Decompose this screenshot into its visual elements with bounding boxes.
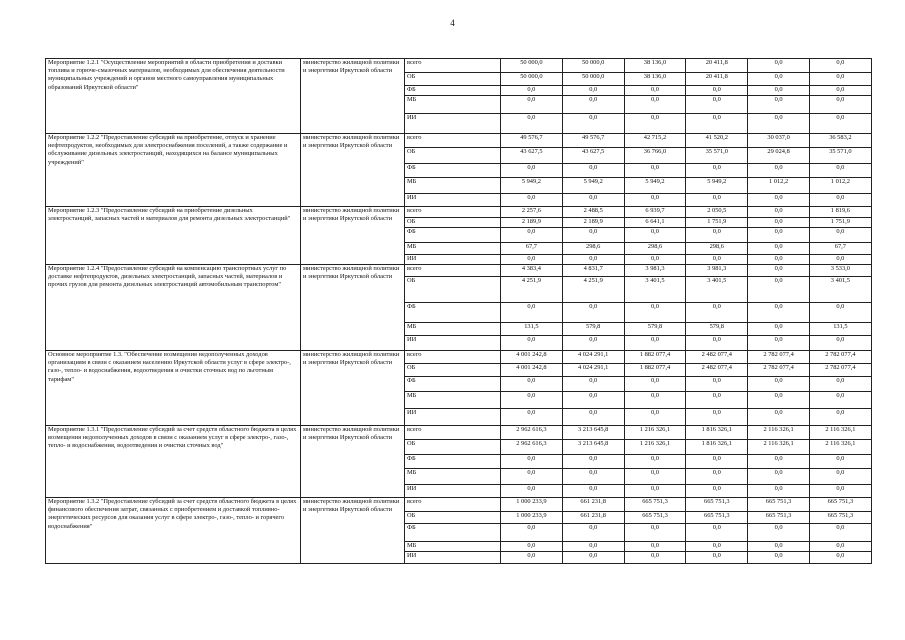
funding-source-cell: ИИ — [405, 409, 501, 426]
value-cell: 0,0 — [748, 552, 810, 564]
funding-source-cell: ИИ — [405, 336, 501, 351]
value-cell: 43 627,5 — [501, 148, 563, 164]
value-cell: 0,0 — [748, 469, 810, 485]
value-cell: 0,0 — [748, 524, 810, 542]
value-cell: 0,0 — [748, 59, 810, 73]
value-cell: 0,0 — [501, 409, 563, 426]
value-cell: 0,0 — [501, 86, 563, 96]
table-row — [46, 59, 872, 73]
value-cell: 131,5 — [501, 323, 563, 336]
value-cell: 0,0 — [624, 377, 686, 392]
value-cell: 0,0 — [686, 524, 748, 542]
funding-source-cell: ФБ — [405, 86, 501, 96]
value-cell: 0,0 — [501, 336, 563, 351]
value-cell: 0,0 — [686, 377, 748, 392]
value-cell: 0,0 — [562, 86, 624, 96]
funding-source-cell: МБ — [405, 96, 501, 114]
value-cell: 0,0 — [686, 455, 748, 469]
value-cell: 0,0 — [748, 255, 810, 265]
event-name-cell: Мероприятие 1.3.2 "Предоставление субсидий за счет средств областного бюджета в целях финансового обеспечения затрат, связанных с приобретением и доставкой топливно-энергетических ресурсов для оказания услуг в сфере электро-, газо-, тепло- и горячего водоснабжения" — [46, 498, 301, 564]
value-cell: 0,0 — [501, 303, 563, 323]
value-cell: 0,0 — [809, 552, 871, 564]
funding-source-cell: МБ — [405, 178, 501, 194]
executor-cell: министерство жилищной политики и энергетики Иркутской области — [301, 207, 405, 265]
funding-source-cell: ФБ — [405, 228, 501, 243]
page-number: 4 — [450, 18, 455, 28]
executor-cell: министерство жилищной политики и энергетики Иркутской области — [301, 265, 405, 351]
value-cell: 0,0 — [748, 164, 810, 178]
funding-source-cell: ФБ — [405, 455, 501, 469]
funding-source-cell: ОБ — [405, 512, 501, 524]
executor-cell: министерство жилищной политики и энергетики Иркутской области — [301, 59, 405, 134]
value-cell: 0,0 — [809, 114, 871, 134]
value-cell: 20 411,8 — [686, 59, 748, 73]
value-cell: 0,0 — [809, 542, 871, 552]
value-cell: 665 751,3 — [624, 498, 686, 512]
value-cell: 1 882 077,4 — [624, 364, 686, 377]
value-cell: 0,0 — [809, 485, 871, 498]
value-cell: 0,0 — [501, 96, 563, 114]
value-cell: 0,0 — [809, 96, 871, 114]
value-cell: 0,0 — [686, 96, 748, 114]
value-cell: 0,0 — [624, 86, 686, 96]
value-cell: 36 583,2 — [809, 134, 871, 148]
funding-source-cell: всего — [405, 265, 501, 277]
value-cell: 0,0 — [748, 542, 810, 552]
value-cell: 298,6 — [624, 243, 686, 255]
value-cell: 50 000,0 — [562, 73, 624, 86]
value-cell: 0,0 — [562, 377, 624, 392]
value-cell: 0,0 — [562, 485, 624, 498]
value-cell: 0,0 — [748, 265, 810, 277]
funding-source-cell: ФБ — [405, 303, 501, 323]
value-cell: 0,0 — [624, 303, 686, 323]
value-cell: 0,0 — [624, 524, 686, 542]
value-cell: 0,0 — [809, 164, 871, 178]
value-cell: 0,0 — [748, 409, 810, 426]
value-cell: 1 000 233,9 — [501, 498, 563, 512]
value-cell: 1 000 233,9 — [501, 512, 563, 524]
funding-source-cell: МБ — [405, 542, 501, 552]
value-cell: 2 482 077,4 — [686, 351, 748, 364]
value-cell: 35 571,0 — [809, 148, 871, 164]
value-cell: 0,0 — [501, 164, 563, 178]
value-cell: 0,0 — [624, 336, 686, 351]
value-cell: 0,0 — [501, 114, 563, 134]
value-cell: 1 751,9 — [809, 218, 871, 228]
funding-source-cell: ИИ — [405, 552, 501, 564]
value-cell: 4 024 291,1 — [562, 351, 624, 364]
value-cell: 0,0 — [562, 542, 624, 552]
value-cell: 0,0 — [501, 194, 563, 207]
value-cell: 665 751,3 — [748, 512, 810, 524]
value-cell: 2 116 326,1 — [748, 426, 810, 440]
value-cell: 3 401,5 — [686, 277, 748, 303]
table-row — [46, 426, 872, 440]
value-cell: 2 257,6 — [501, 207, 563, 218]
value-cell: 0,0 — [624, 96, 686, 114]
value-cell: 0,0 — [748, 336, 810, 351]
value-cell: 50 000,0 — [562, 59, 624, 73]
value-cell: 0,0 — [562, 469, 624, 485]
value-cell: 0,0 — [686, 469, 748, 485]
value-cell: 0,0 — [501, 255, 563, 265]
value-cell: 4 001 242,8 — [501, 364, 563, 377]
value-cell: 30 037,0 — [748, 134, 810, 148]
value-cell: 0,0 — [748, 86, 810, 96]
value-cell: 0,0 — [562, 228, 624, 243]
value-cell: 0,0 — [624, 228, 686, 243]
value-cell: 1 819,6 — [809, 207, 871, 218]
value-cell: 0,0 — [686, 552, 748, 564]
value-cell: 665 751,3 — [624, 512, 686, 524]
funding-source-cell: ФБ — [405, 164, 501, 178]
value-cell: 0,0 — [501, 469, 563, 485]
value-cell: 0,0 — [562, 255, 624, 265]
value-cell: 0,0 — [501, 392, 563, 409]
value-cell: 42 715,2 — [624, 134, 686, 148]
value-cell: 0,0 — [809, 303, 871, 323]
table-row — [46, 207, 872, 218]
table-row — [46, 351, 872, 364]
value-cell: 0,0 — [748, 73, 810, 86]
value-cell: 0,0 — [748, 228, 810, 243]
value-cell: 50 000,0 — [501, 59, 563, 73]
executor-cell: министерство жилищной политики и энергетики Иркутской области — [301, 351, 405, 426]
value-cell: 0,0 — [501, 228, 563, 243]
value-cell: 0,0 — [501, 542, 563, 552]
value-cell: 0,0 — [686, 255, 748, 265]
value-cell: 0,0 — [809, 194, 871, 207]
value-cell: 5 949,2 — [562, 178, 624, 194]
value-cell: 50 000,0 — [501, 73, 563, 86]
value-cell: 0,0 — [809, 455, 871, 469]
value-cell: 0,0 — [748, 377, 810, 392]
value-cell: 6 641,1 — [624, 218, 686, 228]
value-cell: 0,0 — [809, 336, 871, 351]
value-cell: 1 882 077,4 — [624, 351, 686, 364]
value-cell: 0,0 — [624, 392, 686, 409]
value-cell: 41 520,2 — [686, 134, 748, 148]
value-cell: 0,0 — [562, 164, 624, 178]
value-cell: 4 251,9 — [562, 277, 624, 303]
value-cell: 0,0 — [624, 114, 686, 134]
value-cell: 1 216 326,1 — [624, 426, 686, 440]
value-cell: 0,0 — [624, 552, 686, 564]
value-cell: 0,0 — [686, 336, 748, 351]
funding-source-cell: ИИ — [405, 114, 501, 134]
value-cell: 0,0 — [501, 552, 563, 564]
value-cell: 0,0 — [748, 207, 810, 218]
value-cell: 0,0 — [501, 455, 563, 469]
value-cell: 3 213 645,8 — [562, 426, 624, 440]
value-cell: 0,0 — [809, 228, 871, 243]
value-cell: 67,7 — [809, 243, 871, 255]
value-cell: 5 949,2 — [624, 178, 686, 194]
value-cell: 0,0 — [748, 96, 810, 114]
value-cell: 38 136,0 — [624, 59, 686, 73]
value-cell: 49 576,7 — [562, 134, 624, 148]
value-cell: 579,8 — [562, 323, 624, 336]
value-cell: 0,0 — [624, 542, 686, 552]
value-cell: 298,6 — [686, 243, 748, 255]
value-cell: 0,0 — [809, 86, 871, 96]
value-cell: 661 231,8 — [562, 498, 624, 512]
funding-source-cell: МБ — [405, 323, 501, 336]
value-cell: 2 189,9 — [562, 218, 624, 228]
value-cell: 0,0 — [624, 164, 686, 178]
funding-source-cell: ИИ — [405, 255, 501, 265]
value-cell: 0,0 — [501, 485, 563, 498]
value-cell: 49 576,7 — [501, 134, 563, 148]
funding-source-cell: ФБ — [405, 524, 501, 542]
value-cell: 0,0 — [748, 485, 810, 498]
executor-cell: министерство жилищной политики и энергетики Иркутской области — [301, 498, 405, 564]
value-cell: 2 962 616,3 — [501, 426, 563, 440]
value-cell: 0,0 — [809, 377, 871, 392]
value-cell: 0,0 — [562, 552, 624, 564]
funding-source-cell: ИИ — [405, 194, 501, 207]
value-cell: 0,0 — [624, 255, 686, 265]
value-cell: 2 782 077,4 — [748, 351, 810, 364]
value-cell: 0,0 — [748, 218, 810, 228]
value-cell: 0,0 — [686, 542, 748, 552]
value-cell: 2 050,5 — [686, 207, 748, 218]
value-cell: 665 751,3 — [809, 498, 871, 512]
event-name-cell: Мероприятие 1.2.4 "Предоставление субсидий на компенсацию транспортных услуг по доставке нефтепродуктов, дизельных электростанций, запасных частей, материалов и прочих грузов для ремонта дизельных электростанций автомобильным транспортом" — [46, 265, 301, 351]
value-cell: 0,0 — [686, 114, 748, 134]
value-cell: 665 751,3 — [686, 498, 748, 512]
value-cell: 1 816 326,1 — [686, 440, 748, 455]
value-cell: 4 831,7 — [562, 265, 624, 277]
funding-source-cell: всего — [405, 207, 501, 218]
value-cell: 2 189,9 — [501, 218, 563, 228]
value-cell: 4 001 242,8 — [501, 351, 563, 364]
value-cell: 0,0 — [748, 323, 810, 336]
value-cell: 665 751,3 — [686, 512, 748, 524]
value-cell: 43 627,5 — [562, 148, 624, 164]
value-cell: 0,0 — [686, 409, 748, 426]
value-cell: 0,0 — [809, 255, 871, 265]
value-cell: 0,0 — [501, 377, 563, 392]
event-name-cell: Основное мероприятие 1.3. "Обеспечение возмещения недополученных доходов организациям в связи с оказанием населению Иркутской области услуг в сфере электро-, газо-, тепло- и водоснабжения, водоотведения и очистки сточных вод по льготным тарифам" — [46, 351, 301, 426]
executor-cell: министерство жилищной политики и энергетики Иркутской области — [301, 134, 405, 207]
value-cell: 29 024,8 — [748, 148, 810, 164]
value-cell: 2 962 616,3 — [501, 440, 563, 455]
value-cell: 665 751,3 — [748, 498, 810, 512]
value-cell: 4 024 291,1 — [562, 364, 624, 377]
funding-source-cell: ОБ — [405, 148, 501, 164]
value-cell: 0,0 — [686, 485, 748, 498]
funding-source-cell: ОБ — [405, 73, 501, 86]
value-cell: 0,0 — [748, 194, 810, 207]
value-cell: 0,0 — [562, 409, 624, 426]
value-cell: 0,0 — [686, 86, 748, 96]
value-cell: 0,0 — [624, 455, 686, 469]
value-cell: 0,0 — [686, 303, 748, 323]
funding-source-cell: ОБ — [405, 277, 501, 303]
value-cell: 0,0 — [562, 303, 624, 323]
value-cell: 0,0 — [809, 73, 871, 86]
value-cell: 1 012,2 — [748, 178, 810, 194]
value-cell: 3 401,5 — [809, 277, 871, 303]
value-cell: 0,0 — [562, 336, 624, 351]
value-cell: 3 401,5 — [624, 277, 686, 303]
value-cell: 1 816 326,1 — [686, 426, 748, 440]
value-cell: 665 751,3 — [809, 512, 871, 524]
value-cell: 4 251,9 — [501, 277, 563, 303]
funding-source-cell: всего — [405, 498, 501, 512]
funding-source-cell: всего — [405, 351, 501, 364]
value-cell: 2 488,5 — [562, 207, 624, 218]
value-cell: 0,0 — [624, 409, 686, 426]
value-cell: 0,0 — [809, 469, 871, 485]
value-cell: 661 231,8 — [562, 512, 624, 524]
value-cell: 1 012,2 — [809, 178, 871, 194]
executor-cell: министерство жилищной политики и энергетики Иркутской области — [301, 426, 405, 498]
funding-source-cell: ИИ — [405, 485, 501, 498]
funding-source-cell: МБ — [405, 243, 501, 255]
value-cell: 0,0 — [748, 455, 810, 469]
value-cell: 6 939,7 — [624, 207, 686, 218]
value-cell: 131,5 — [809, 323, 871, 336]
value-cell: 3 981,3 — [686, 265, 748, 277]
value-cell: 0,0 — [562, 96, 624, 114]
value-cell: 4 383,4 — [501, 265, 563, 277]
value-cell: 0,0 — [562, 455, 624, 469]
value-cell: 36 766,0 — [624, 148, 686, 164]
value-cell: 0,0 — [748, 392, 810, 409]
funding-source-cell: всего — [405, 59, 501, 73]
event-name-cell: Мероприятие 1.3.1 "Предоставление субсидий за счет средств областного бюджета в целях возмещения недополученных доходов в связи с оказанием услуг в сфере электро-, газо-, тепло- и водоснабжения, водоотведения и очистки сточных вод" — [46, 426, 301, 498]
value-cell: 0,0 — [809, 409, 871, 426]
event-name-cell: Мероприятие 1.2.1 "Осуществление мероприятий в области приобретения и доставки топлива и горюче-смазочных материалов, необходимых для обеспечения деятельности муниципальных учреждений и органов местного самоуправления муниципальных образований Иркутской области" — [46, 59, 301, 134]
value-cell: 0,0 — [686, 392, 748, 409]
value-cell: 1 751,9 — [686, 218, 748, 228]
value-cell: 38 136,0 — [624, 73, 686, 86]
funding-source-cell: всего — [405, 134, 501, 148]
funding-source-cell: МБ — [405, 469, 501, 485]
event-name-cell: Мероприятие 1.2.3 "Предоставление субсидий на приобретение дизельных электростанций, запасных частей и материалов для ремонта дизельных электростанций" — [46, 207, 301, 265]
value-cell: 2 116 326,1 — [809, 440, 871, 455]
value-cell: 0,0 — [562, 524, 624, 542]
funding-source-cell: всего — [405, 426, 501, 440]
value-cell: 0,0 — [501, 524, 563, 542]
value-cell: 2 116 326,1 — [748, 440, 810, 455]
value-cell: 579,8 — [624, 323, 686, 336]
value-cell: 2 782 077,4 — [748, 364, 810, 377]
value-cell: 5 949,2 — [686, 178, 748, 194]
value-cell: 35 571,0 — [686, 148, 748, 164]
value-cell: 2 782 077,4 — [809, 351, 871, 364]
value-cell: 579,8 — [686, 323, 748, 336]
value-cell: 1 216 326,1 — [624, 440, 686, 455]
budget-table — [45, 58, 872, 564]
value-cell: 298,6 — [562, 243, 624, 255]
value-cell: 2 782 077,4 — [809, 364, 871, 377]
value-cell: 3 213 645,8 — [562, 440, 624, 455]
value-cell: 3 981,3 — [624, 265, 686, 277]
value-cell: 0,0 — [809, 524, 871, 542]
event-name-cell: Мероприятие 1.2.2 "Предоставление субсидий на приобретение, отпуск и хранение нефтепродуктов, необходимых для электроснабжения поселений, а также содержание и обслуживание дизельных электростанций, находящихся на балансе муниципальных учреждений" — [46, 134, 301, 207]
value-cell: 3 533,0 — [809, 265, 871, 277]
table-row — [46, 265, 872, 277]
value-cell: 5 949,2 — [501, 178, 563, 194]
funding-source-cell: МБ — [405, 392, 501, 409]
value-cell: 0,0 — [748, 243, 810, 255]
value-cell: 0,0 — [748, 277, 810, 303]
value-cell: 0,0 — [624, 469, 686, 485]
value-cell: 0,0 — [686, 164, 748, 178]
value-cell: 0,0 — [748, 303, 810, 323]
funding-source-cell: ОБ — [405, 218, 501, 228]
value-cell: 67,7 — [501, 243, 563, 255]
table-row — [46, 498, 872, 512]
value-cell: 2 482 077,4 — [686, 364, 748, 377]
value-cell: 0,0 — [686, 228, 748, 243]
table-row — [46, 134, 872, 148]
funding-source-cell: ОБ — [405, 364, 501, 377]
value-cell: 0,0 — [809, 392, 871, 409]
value-cell: 20 411,8 — [686, 73, 748, 86]
value-cell: 0,0 — [624, 485, 686, 498]
funding-source-cell: ОБ — [405, 440, 501, 455]
value-cell: 0,0 — [809, 59, 871, 73]
funding-source-cell: ФБ — [405, 377, 501, 392]
value-cell: 0,0 — [624, 194, 686, 207]
value-cell: 2 116 326,1 — [809, 426, 871, 440]
value-cell: 0,0 — [562, 114, 624, 134]
value-cell: 0,0 — [562, 194, 624, 207]
value-cell: 0,0 — [686, 194, 748, 207]
value-cell: 0,0 — [748, 114, 810, 134]
value-cell: 0,0 — [562, 392, 624, 409]
